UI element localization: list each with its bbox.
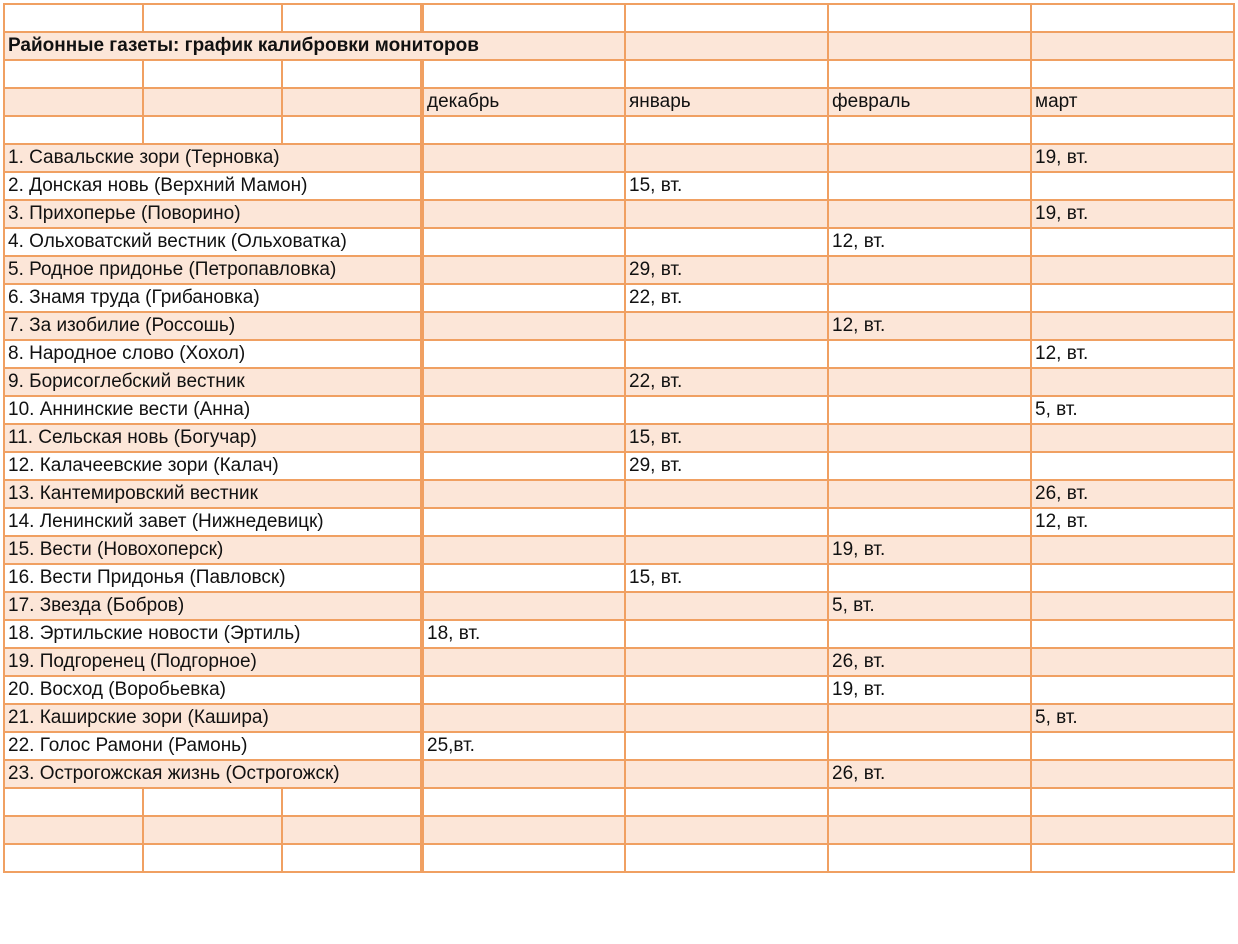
calibration-date-cell[interactable] <box>1031 732 1234 760</box>
newspaper-name-cell[interactable]: 8. Народное слово (Хохол) <box>4 340 422 368</box>
calibration-date-cell[interactable] <box>422 256 625 284</box>
calibration-date-cell[interactable] <box>422 368 625 396</box>
calibration-date-cell[interactable] <box>1031 228 1234 256</box>
blank-row <box>4 4 1234 32</box>
calibration-schedule-sheet <box>3 3 1235 873</box>
cell[interactable] <box>282 4 422 32</box>
calibration-date-cell[interactable] <box>422 592 625 620</box>
calibration-date-cell[interactable] <box>1031 452 1234 480</box>
calibration-date-cell[interactable]: 12, вт. <box>1031 508 1234 536</box>
cell[interactable] <box>422 116 625 144</box>
cell[interactable] <box>4 816 143 844</box>
cell[interactable] <box>1031 32 1234 60</box>
newspaper-row <box>4 620 1234 648</box>
calibration-date-cell[interactable]: 29, вт. <box>625 452 828 480</box>
month-header-february[interactable]: февраль <box>828 88 1031 116</box>
newspaper-name-cell[interactable]: 21. Каширские зори (Кашира) <box>4 704 422 732</box>
calibration-date-cell[interactable] <box>1031 424 1234 452</box>
cell[interactable] <box>143 788 282 816</box>
calibration-date-cell[interactable] <box>828 368 1031 396</box>
cell[interactable] <box>422 816 625 844</box>
calibration-date-cell[interactable] <box>1031 368 1234 396</box>
newspaper-row <box>4 536 1234 564</box>
calibration-date-cell[interactable] <box>625 480 828 508</box>
newspaper-row <box>4 648 1234 676</box>
newspaper-row <box>4 172 1234 200</box>
month-header-january[interactable]: январь <box>625 88 828 116</box>
title-row <box>4 32 1234 60</box>
cell[interactable] <box>143 116 282 144</box>
calibration-date-cell[interactable] <box>828 452 1031 480</box>
calibration-date-cell[interactable] <box>625 228 828 256</box>
blank-row <box>4 60 1234 88</box>
calibration-date-cell[interactable] <box>422 564 625 592</box>
calibration-date-cell[interactable] <box>828 256 1031 284</box>
cell[interactable] <box>422 60 625 88</box>
calibration-date-cell[interactable]: 15, вт. <box>625 564 828 592</box>
newspaper-row <box>4 396 1234 424</box>
newspaper-row <box>4 340 1234 368</box>
blank-row <box>4 844 1234 872</box>
calibration-date-cell[interactable]: 22, вт. <box>625 368 828 396</box>
cell[interactable] <box>282 844 422 872</box>
cell[interactable] <box>4 844 143 872</box>
calibration-date-cell[interactable]: 5, вт. <box>1031 704 1234 732</box>
calibration-date-cell[interactable] <box>422 144 625 172</box>
cell[interactable] <box>282 60 422 88</box>
newspaper-name-cell[interactable]: 17. Звезда (Бобров) <box>4 592 422 620</box>
calibration-date-cell[interactable] <box>422 648 625 676</box>
calibration-date-cell[interactable] <box>625 536 828 564</box>
calibration-date-cell[interactable] <box>1031 172 1234 200</box>
calibration-date-cell[interactable]: 5, вт. <box>828 592 1031 620</box>
newspaper-row <box>4 676 1234 704</box>
cell[interactable] <box>828 4 1031 32</box>
newspaper-row <box>4 312 1234 340</box>
newspaper-name-cell[interactable]: 14. Ленинский завет (Нижнедевицк) <box>4 508 422 536</box>
cell[interactable] <box>4 88 143 116</box>
cell[interactable] <box>4 116 143 144</box>
calibration-date-cell[interactable] <box>422 676 625 704</box>
newspaper-name-cell[interactable]: 12. Калачеевские зори (Калач) <box>4 452 422 480</box>
calibration-date-cell[interactable] <box>1031 284 1234 312</box>
cell[interactable] <box>4 4 143 32</box>
calibration-date-cell[interactable] <box>828 200 1031 228</box>
calibration-date-cell[interactable] <box>625 312 828 340</box>
calibration-date-cell[interactable] <box>422 200 625 228</box>
calibration-date-cell[interactable] <box>828 340 1031 368</box>
calibration-date-cell[interactable]: 19, вт. <box>1031 200 1234 228</box>
calibration-date-cell[interactable] <box>625 732 828 760</box>
calibration-date-cell[interactable] <box>828 172 1031 200</box>
calibration-date-cell[interactable] <box>625 760 828 788</box>
newspaper-row <box>4 508 1234 536</box>
newspaper-row <box>4 760 1234 788</box>
cell[interactable] <box>625 4 828 32</box>
calibration-date-cell[interactable] <box>422 536 625 564</box>
cell[interactable] <box>1031 60 1234 88</box>
cell[interactable] <box>828 32 1031 60</box>
calibration-date-cell[interactable] <box>625 396 828 424</box>
newspaper-name-cell[interactable]: 11. Сельская новь (Богучар) <box>4 424 422 452</box>
calibration-date-cell[interactable] <box>1031 256 1234 284</box>
newspaper-row <box>4 564 1234 592</box>
cell[interactable] <box>625 788 828 816</box>
newspaper-row <box>4 592 1234 620</box>
cell[interactable] <box>143 844 282 872</box>
calibration-date-cell[interactable] <box>625 620 828 648</box>
cell[interactable] <box>4 60 143 88</box>
newspaper-name-cell[interactable]: 20. Восход (Воробьевка) <box>4 676 422 704</box>
blank-row <box>4 788 1234 816</box>
calibration-date-cell[interactable]: 26, вт. <box>828 648 1031 676</box>
month-header-december[interactable]: декабрь <box>422 88 625 116</box>
newspaper-name-cell[interactable]: 9. Борисоглебский вестник <box>4 368 422 396</box>
calibration-date-cell[interactable] <box>422 704 625 732</box>
newspaper-name-cell[interactable]: 16. Вести Придонья (Павловск) <box>4 564 422 592</box>
cell[interactable] <box>282 88 422 116</box>
cell[interactable] <box>625 116 828 144</box>
calibration-date-cell[interactable]: 19, вт. <box>828 676 1031 704</box>
calibration-date-cell[interactable]: 12, вт. <box>828 228 1031 256</box>
calibration-date-cell[interactable] <box>828 424 1031 452</box>
calibration-date-cell[interactable]: 19, вт. <box>1031 144 1234 172</box>
newspaper-name-cell[interactable]: 10. Аннинские вести (Анна) <box>4 396 422 424</box>
newspaper-row <box>4 256 1234 284</box>
calibration-date-cell[interactable]: 26, вт. <box>828 760 1031 788</box>
cell[interactable] <box>828 116 1031 144</box>
calibration-date-cell[interactable] <box>422 452 625 480</box>
newspaper-name-cell[interactable]: 4. Ольховатский вестник (Ольховатка) <box>4 228 422 256</box>
calibration-date-cell[interactable]: 5, вт. <box>1031 396 1234 424</box>
calibration-date-cell[interactable] <box>1031 564 1234 592</box>
calibration-date-cell[interactable] <box>422 424 625 452</box>
cell[interactable] <box>422 844 625 872</box>
newspaper-name-cell[interactable]: 5. Родное придонье (Петропавловка) <box>4 256 422 284</box>
calibration-date-cell[interactable]: 15, вт. <box>625 424 828 452</box>
newspaper-name-cell[interactable]: 23. Острогожская жизнь (Острогожск) <box>4 760 422 788</box>
newspaper-row <box>4 452 1234 480</box>
month-header-row <box>4 88 1234 116</box>
cell[interactable] <box>625 32 828 60</box>
calibration-date-cell[interactable] <box>828 620 1031 648</box>
cell[interactable] <box>625 60 828 88</box>
calibration-date-cell[interactable] <box>625 648 828 676</box>
newspaper-name-cell[interactable]: 18. Эртильские новости (Эртиль) <box>4 620 422 648</box>
calibration-date-cell[interactable]: 12, вт. <box>1031 340 1234 368</box>
calibration-date-cell[interactable] <box>828 704 1031 732</box>
newspaper-name-cell[interactable]: 6. Знамя труда (Грибановка) <box>4 284 422 312</box>
calibration-date-cell[interactable] <box>422 508 625 536</box>
newspaper-row <box>4 732 1234 760</box>
calibration-date-cell[interactable] <box>625 704 828 732</box>
newspaper-row <box>4 228 1234 256</box>
cell[interactable] <box>143 816 282 844</box>
cell[interactable] <box>143 4 282 32</box>
calibration-date-cell[interactable] <box>1031 620 1234 648</box>
calibration-date-cell[interactable] <box>422 340 625 368</box>
calibration-date-cell[interactable] <box>422 312 625 340</box>
calibration-date-cell[interactable] <box>625 200 828 228</box>
sheet-title: Районные газеты: график калибровки мониторов <box>8 35 479 56</box>
calibration-date-cell[interactable] <box>422 284 625 312</box>
cell[interactable] <box>1031 788 1234 816</box>
calibration-date-cell[interactable]: 19, вт. <box>828 536 1031 564</box>
cell[interactable] <box>625 816 828 844</box>
cell[interactable] <box>828 60 1031 88</box>
calibration-date-cell[interactable]: 12, вт. <box>828 312 1031 340</box>
calibration-date-cell[interactable] <box>625 144 828 172</box>
newspaper-name-cell[interactable]: 22. Голос Рамони (Рамонь) <box>4 732 422 760</box>
newspaper-name-cell[interactable]: 2. Донская новь (Верхний Мамон) <box>4 172 422 200</box>
calibration-date-cell[interactable] <box>422 172 625 200</box>
calibration-date-cell[interactable] <box>828 732 1031 760</box>
calibration-date-cell[interactable] <box>828 396 1031 424</box>
sheet-title-cell[interactable] <box>4 32 625 60</box>
cell[interactable] <box>143 88 282 116</box>
calibration-date-cell[interactable]: 18, вт. <box>422 620 625 648</box>
newspaper-row <box>4 284 1234 312</box>
newspaper-name-cell[interactable]: 19. Подгоренец (Подгорное) <box>4 648 422 676</box>
cell[interactable] <box>143 60 282 88</box>
calibration-date-cell[interactable] <box>1031 536 1234 564</box>
calibration-date-cell[interactable] <box>422 396 625 424</box>
cell[interactable] <box>828 816 1031 844</box>
blank-row <box>4 816 1234 844</box>
newspaper-row <box>4 200 1234 228</box>
cell[interactable] <box>625 844 828 872</box>
newspaper-row <box>4 480 1234 508</box>
newspaper-row <box>4 704 1234 732</box>
calibration-date-cell[interactable] <box>625 676 828 704</box>
newspaper-name-cell[interactable]: 3. Прихоперье (Поворино) <box>4 200 422 228</box>
cell[interactable] <box>1031 816 1234 844</box>
calibration-date-cell[interactable] <box>422 760 625 788</box>
calibration-date-cell[interactable] <box>625 340 828 368</box>
cell[interactable] <box>1031 4 1234 32</box>
newspaper-name-cell[interactable]: 15. Вести (Новохоперск) <box>4 536 422 564</box>
calibration-date-cell[interactable] <box>625 508 828 536</box>
newspaper-name-cell[interactable]: 1. Савальские зори (Терновка) <box>4 144 422 172</box>
calibration-date-cell[interactable] <box>828 480 1031 508</box>
cell[interactable] <box>422 788 625 816</box>
cell[interactable] <box>828 788 1031 816</box>
calibration-date-cell[interactable] <box>828 284 1031 312</box>
cell[interactable] <box>1031 116 1234 144</box>
calibration-date-cell[interactable]: 25,вт. <box>422 732 625 760</box>
month-header-march[interactable]: март <box>1031 88 1234 116</box>
calibration-date-cell[interactable] <box>828 144 1031 172</box>
cell[interactable] <box>282 816 422 844</box>
cell[interactable] <box>422 4 625 32</box>
calibration-date-cell[interactable]: 22, вт. <box>625 284 828 312</box>
blank-row <box>4 116 1234 144</box>
cell[interactable] <box>282 116 422 144</box>
newspaper-name-cell[interactable]: 13. Кантемировский вестник <box>4 480 422 508</box>
cell[interactable] <box>4 788 143 816</box>
calibration-date-cell[interactable] <box>1031 648 1234 676</box>
calibration-date-cell[interactable] <box>1031 312 1234 340</box>
calibration-date-cell[interactable] <box>1031 592 1234 620</box>
newspaper-row <box>4 144 1234 172</box>
calibration-date-cell[interactable]: 29, вт. <box>625 256 828 284</box>
newspaper-row <box>4 424 1234 452</box>
calibration-date-cell[interactable] <box>828 508 1031 536</box>
newspaper-name-cell[interactable]: 7. За изобилие (Россошь) <box>4 312 422 340</box>
calibration-date-cell[interactable]: 15, вт. <box>625 172 828 200</box>
calibration-date-cell[interactable] <box>828 564 1031 592</box>
calibration-date-cell[interactable]: 26, вт. <box>1031 480 1234 508</box>
calibration-date-cell[interactable] <box>625 592 828 620</box>
calibration-date-cell[interactable] <box>422 480 625 508</box>
cell[interactable] <box>828 844 1031 872</box>
calibration-date-cell[interactable] <box>1031 676 1234 704</box>
calibration-date-cell[interactable] <box>422 228 625 256</box>
cell[interactable] <box>1031 844 1234 872</box>
cell[interactable] <box>282 788 422 816</box>
calibration-date-cell[interactable] <box>1031 760 1234 788</box>
newspaper-row <box>4 368 1234 396</box>
